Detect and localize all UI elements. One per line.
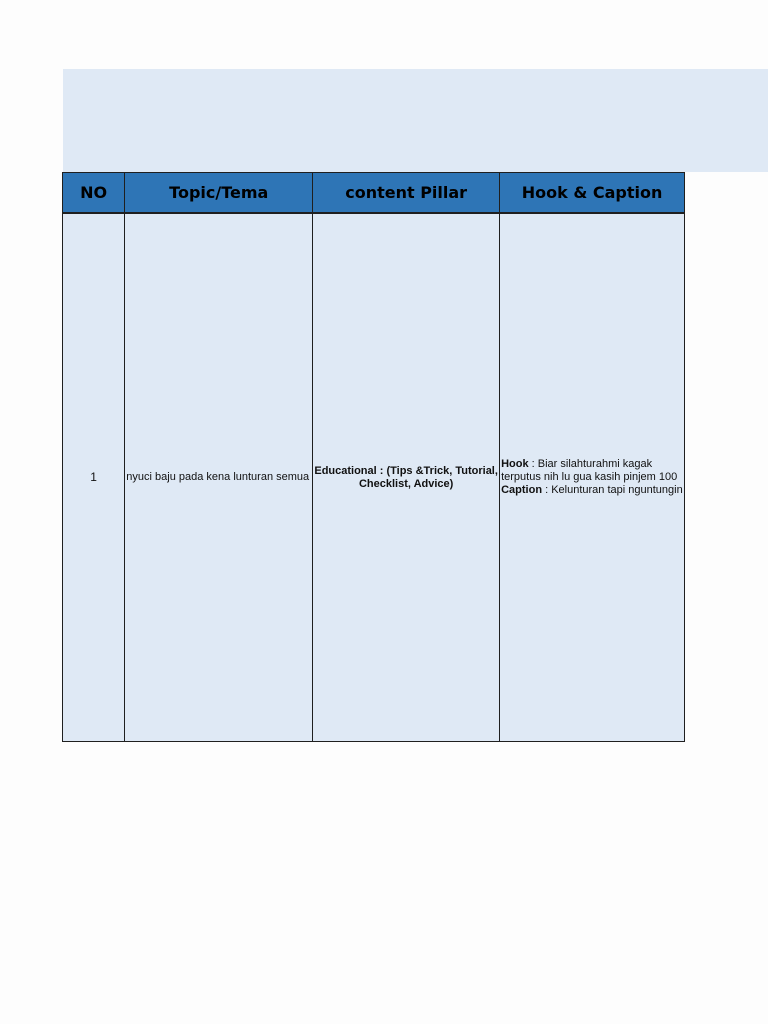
column-header-hook-caption[interactable]: Hook & Caption <box>500 173 685 214</box>
header-row <box>63 173 685 214</box>
caption-text: : Kelunturan tapi nguntungin <box>542 484 683 496</box>
hook-label: Hook <box>501 458 529 470</box>
content-plan-table <box>62 172 685 742</box>
cell-topic[interactable]: nyuci baju pada kena lunturan semua <box>125 213 313 742</box>
column-header-no[interactable]: NO <box>63 173 125 214</box>
column-header-topic[interactable]: Topic/Tema <box>125 173 313 214</box>
table-row <box>63 213 685 742</box>
caption-label: Caption <box>501 484 543 496</box>
cell-no[interactable]: 1 <box>63 213 125 742</box>
hook-text: : Biar silahturahmi kagak terputus nih lu gua kasih pinjem 100 <box>501 458 678 483</box>
cell-content-pillar[interactable]: Educational : (Tips &Trick, Tutorial, Checklist, Advice) <box>313 213 500 742</box>
header-banner <box>63 69 768 172</box>
column-header-content-pillar[interactable]: content Pillar <box>313 173 500 214</box>
cell-hook-caption[interactable] <box>500 213 685 742</box>
